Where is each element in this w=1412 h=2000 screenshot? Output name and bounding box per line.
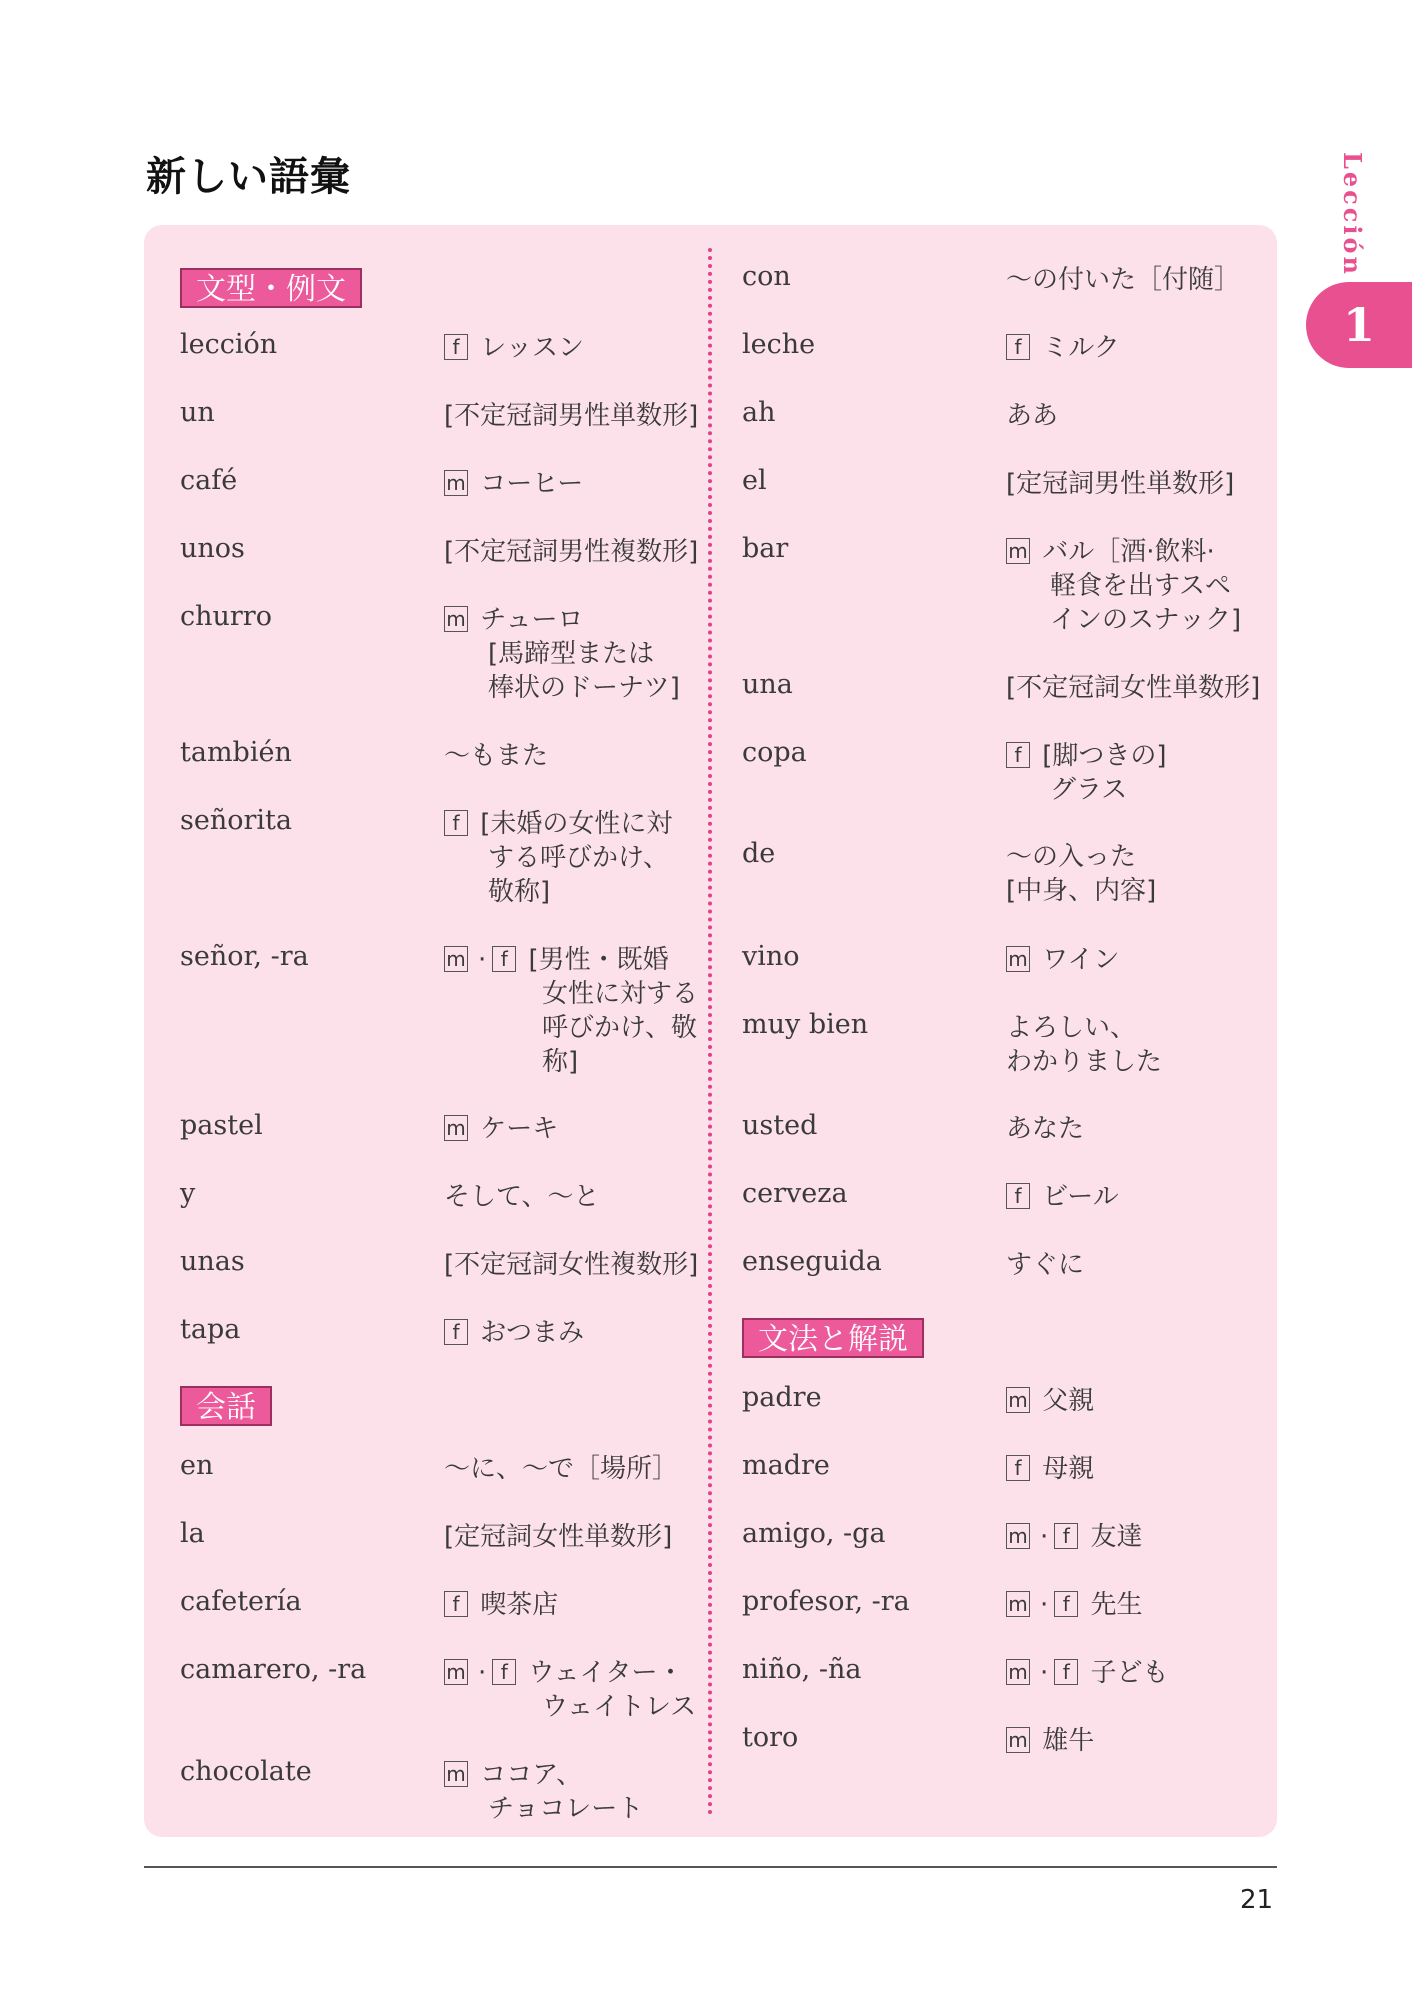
vocab-definition	[1006, 1384, 1094, 1418]
definition-line: ～もまた	[444, 741, 549, 771]
vocab-definition	[444, 1316, 584, 1350]
gender-marker: f	[492, 1659, 516, 1685]
gender-marker: f	[444, 1591, 468, 1617]
gender-marker: m	[1006, 1387, 1030, 1413]
definition-line: [不定冠詞男性複数形]	[444, 537, 699, 567]
gender-marker: m	[444, 946, 468, 972]
definition-line: [男性・既婚	[528, 945, 669, 975]
definition-line: バル［酒·飲料·	[1042, 537, 1215, 567]
definition-line: 先生	[1090, 1590, 1143, 1620]
gender-marker: f	[1054, 1523, 1078, 1549]
vocab-term: tapa	[180, 1314, 241, 1345]
vocab-term: ah	[742, 397, 776, 428]
vocab-definition: m · f [男性・既婚 女性に対する 呼びかけ、敬 称]	[444, 943, 698, 1079]
definition-line: 呼びかけ、敬	[542, 1013, 697, 1043]
definition-line: チョコレート	[488, 1794, 644, 1824]
definition-line: [定冠詞男性単数形]	[1006, 469, 1235, 499]
footer-rule	[144, 1866, 1277, 1868]
vocab-term: una	[742, 669, 793, 700]
vocab-definition	[1006, 263, 1240, 297]
vocab-term: usted	[742, 1110, 818, 1141]
vocab-term: un	[180, 397, 215, 428]
section-label-sentence-patterns: 文型・例文	[180, 268, 362, 308]
vocab-definition	[1006, 1452, 1094, 1486]
definition-line: ケーキ	[480, 1114, 559, 1144]
vocab-definition	[444, 467, 583, 501]
definition-line: すぐに	[1006, 1250, 1085, 1280]
definition-line: おつまみ	[480, 1318, 585, 1348]
section-label-conversation: 会話	[180, 1386, 272, 1426]
vocab-term: madre	[742, 1450, 830, 1481]
definition-line: ウェイトレス	[542, 1692, 697, 1722]
definition-line: [中身、内容]	[1006, 876, 1157, 906]
definition-line: レッスン	[480, 333, 585, 363]
gender-marker: f	[1006, 742, 1030, 768]
vocab-definition	[1006, 840, 1156, 908]
vocab-term: señor, -ra	[180, 941, 309, 972]
vocab-term: churro	[180, 601, 272, 632]
definition-line: [不定冠詞女性単数形]	[1006, 673, 1261, 703]
definition-line: わかりました	[1006, 1047, 1163, 1077]
vocab-term: copa	[742, 737, 807, 768]
vocab-term: niño, -ña	[742, 1654, 862, 1685]
vocab-definition: m · f 子ども	[1006, 1656, 1169, 1690]
gender-marker: f	[1006, 334, 1030, 360]
vocab-term: con	[742, 261, 791, 292]
vocab-definition	[1006, 671, 1260, 705]
definition-line: [馬蹄型または	[488, 639, 655, 669]
definition-line: [不定冠詞女性複数形]	[444, 1250, 699, 1280]
vocab-term: chocolate	[180, 1756, 312, 1787]
vocab-definition	[444, 399, 698, 433]
vocab-term: de	[742, 838, 776, 869]
vocab-term: pastel	[180, 1110, 263, 1141]
definition-line: あなた	[1006, 1114, 1085, 1144]
gender-marker: m	[444, 606, 468, 632]
vocab-definition	[1006, 739, 1167, 807]
vocab-term: unas	[180, 1246, 245, 1277]
gender-marker: f	[1054, 1591, 1078, 1617]
definition-line: よろしい、	[1006, 1013, 1137, 1043]
definition-line: 軽食を出すスペ	[1050, 571, 1231, 601]
vocab-definition	[444, 535, 698, 569]
definition-line: ウェイター・	[528, 1658, 684, 1688]
vocab-definition	[1006, 1011, 1162, 1079]
gender-marker: f	[444, 810, 468, 836]
vocab-term: y	[180, 1178, 196, 1209]
vocab-definition	[444, 1248, 698, 1282]
vocab-definition	[1006, 943, 1120, 977]
vocab-term: leche	[742, 329, 816, 360]
definition-line: チューロ	[480, 605, 584, 635]
vocab-definition	[1006, 1724, 1094, 1758]
definition-line: [脚つきの]	[1042, 741, 1167, 771]
vocab-definition	[444, 1452, 678, 1486]
gender-marker: m	[1006, 946, 1030, 972]
vocab-term: camarero, -ra	[180, 1654, 367, 1685]
gender-marker: m	[444, 470, 468, 496]
vocab-term: enseguida	[742, 1246, 882, 1277]
vocab-definition	[1006, 1248, 1084, 1282]
section-label-grammar: 文法と解説	[742, 1318, 924, 1358]
gender-marker: f	[492, 946, 516, 972]
vocab-term: lección	[180, 329, 278, 360]
definition-line: 子ども	[1090, 1658, 1169, 1688]
definition-line: ～の入った	[1006, 842, 1137, 872]
definition-line: [不定冠詞男性単数形]	[444, 401, 699, 431]
definition-line: ～の付いた［付随］	[1006, 265, 1241, 295]
vocab-definition	[1006, 535, 1241, 637]
gender-marker: m	[1006, 1591, 1030, 1617]
vocab-definition	[444, 1588, 558, 1622]
definition-line: 喫茶店	[480, 1590, 559, 1620]
vocab-term: el	[742, 465, 767, 496]
definition-line: 女性に対する	[542, 979, 699, 1009]
vocab-term: cafetería	[180, 1586, 302, 1617]
gender-marker: m	[444, 1115, 468, 1141]
gender-marker: f	[1006, 1455, 1030, 1481]
vocab-definition	[1006, 467, 1234, 501]
definition-line: 友達	[1090, 1522, 1143, 1552]
definition-line: ミルク	[1042, 333, 1120, 363]
definition-line: 雄牛	[1042, 1726, 1095, 1756]
gender-marker: m	[444, 1659, 468, 1685]
vocab-term: también	[180, 737, 292, 768]
vocab-term: unos	[180, 533, 245, 564]
definition-line: 棒状のドーナツ]	[488, 673, 680, 703]
definition-line: コーヒー	[480, 469, 584, 499]
vocab-term: bar	[742, 533, 789, 564]
vocab-definition	[444, 739, 548, 773]
vocab-definition: m · f ウェイター・ ウェイトレス	[444, 1656, 696, 1724]
vocab-definition	[444, 807, 672, 909]
vocab-term: amigo, -ga	[742, 1518, 886, 1549]
definition-line: インのスナック]	[1050, 605, 1242, 635]
gender-marker: f	[444, 1319, 468, 1345]
vocab-term: señorita	[180, 805, 292, 836]
vocab-definition	[444, 1758, 643, 1826]
definition-line: ～に、～で［場所］	[444, 1454, 679, 1484]
vocab-term: muy bien	[742, 1009, 869, 1040]
definition-line: ああ	[1006, 401, 1059, 431]
definition-line: 父親	[1042, 1386, 1095, 1416]
gender-marker: m	[1006, 538, 1030, 564]
gender-marker: m	[1006, 1659, 1030, 1685]
definition-line: [定冠詞女性単数形]	[444, 1522, 673, 1552]
vocab-definition	[444, 331, 584, 365]
gender-marker: m	[1006, 1523, 1030, 1549]
vocab-definition	[1006, 1112, 1084, 1146]
gender-marker: f	[444, 334, 468, 360]
side-tab-lesson-number: 1	[1306, 282, 1412, 368]
vocab-definition	[444, 1112, 558, 1146]
definition-line: グラス	[1050, 775, 1128, 805]
page-number: 21	[1240, 1885, 1274, 1915]
vocab-term: profesor, -ra	[742, 1586, 910, 1617]
vocab-definition	[444, 1520, 672, 1554]
vocab-term: vino	[742, 941, 800, 972]
column-divider	[708, 248, 712, 1816]
vocab-definition: m · f 先生	[1006, 1588, 1143, 1622]
vocab-definition	[444, 603, 680, 705]
vocab-definition: m · f 友達	[1006, 1520, 1143, 1554]
gender-marker: f	[1006, 1183, 1030, 1209]
gender-marker: m	[444, 1761, 468, 1787]
definition-line: ビール	[1042, 1182, 1119, 1212]
definition-line: する呼びかけ、	[488, 843, 669, 873]
vocab-term: la	[180, 1518, 205, 1549]
vocab-term: en	[180, 1450, 214, 1481]
definition-line: そして、～と	[444, 1182, 600, 1212]
vocab-term: café	[180, 465, 238, 496]
gender-marker: m	[1006, 1727, 1030, 1753]
vocab-term: padre	[742, 1382, 822, 1413]
definition-line: 称]	[542, 1047, 579, 1077]
gender-marker: f	[1054, 1659, 1078, 1685]
page-title: 新しい語彙	[146, 154, 351, 200]
vocab-definition	[444, 1180, 599, 1214]
definition-line: [未婚の女性に対	[480, 809, 673, 839]
definition-line: 母親	[1042, 1454, 1095, 1484]
definition-line: ワイン	[1042, 945, 1120, 975]
definition-line: 敬称]	[488, 877, 551, 907]
definition-line: ココア、	[480, 1760, 583, 1790]
vocab-definition	[1006, 1180, 1119, 1214]
side-tab-lesson-label: Lección	[1338, 152, 1367, 277]
vocab-definition	[1006, 399, 1058, 433]
vocab-definition	[1006, 331, 1120, 365]
vocab-term: toro	[742, 1722, 799, 1753]
vocab-term: cerveza	[742, 1178, 848, 1209]
